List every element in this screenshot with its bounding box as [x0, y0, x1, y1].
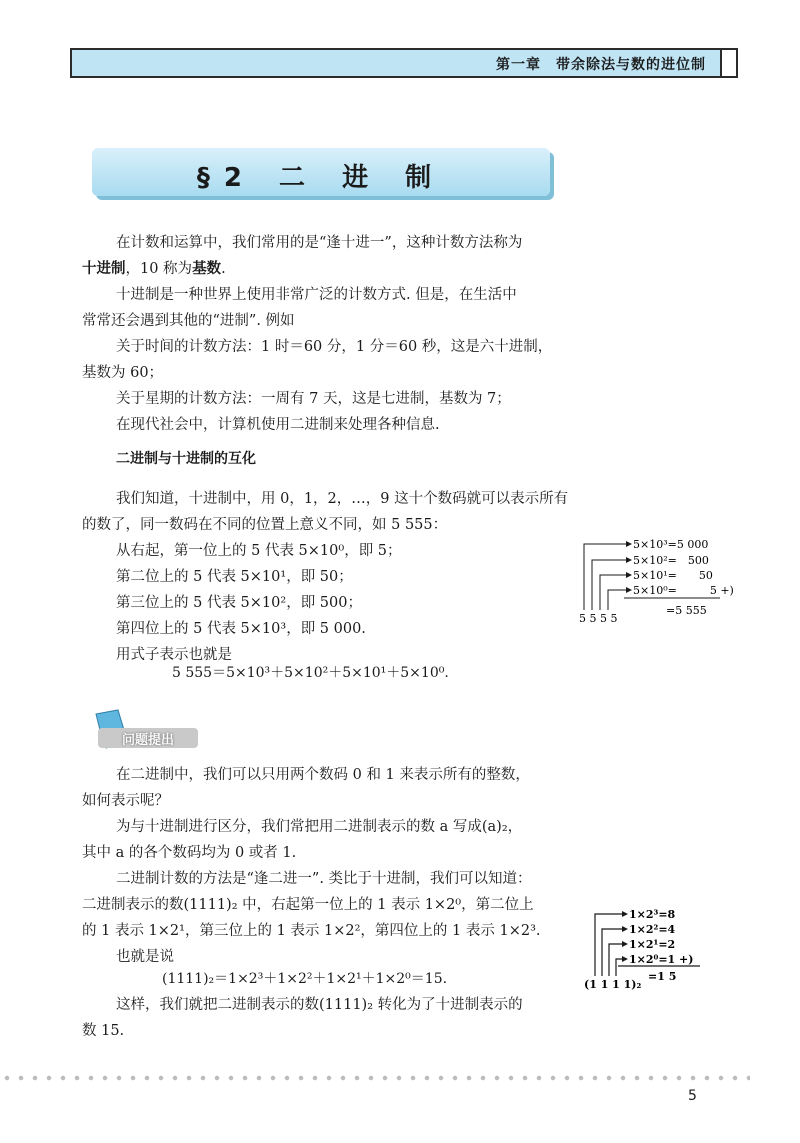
- question-paragraph-3: 二进制计数的方法是“逢二进一”. 类比于十进制，我们可以知道：: [116, 871, 532, 887]
- intro-paragraph-3-cont: 基数为 60；: [82, 365, 164, 381]
- diagram2-number: (1 1 1 1)₂: [584, 978, 642, 991]
- diagram1-arrowheads: [626, 541, 632, 593]
- sub1-paragraph-1-cont: 的数了，同一数码在不同的位置上意义不同，如 5 555：: [82, 517, 448, 533]
- sub1-line-5: 用式子表示也就是: [116, 647, 232, 663]
- question-badge: [88, 708, 200, 752]
- sub1-line-1: 从右起，第一位上的 5 代表 5×10⁰，即 5；: [116, 543, 402, 559]
- diagram1-row-2: 5×10²= 500: [633, 554, 709, 567]
- intro-paragraph-2: 十进制是一种世界上使用非常广泛的计数方式. 但是，在生活中: [116, 287, 517, 303]
- question-paragraph-5-cont: 数 15.: [82, 1023, 125, 1039]
- diagram1-number: 5 5 5 5: [579, 612, 618, 625]
- page-number: 5: [688, 1088, 697, 1104]
- intro-paragraph-1: [82, 232, 562, 254]
- section-title: §2 二 进 制: [196, 163, 446, 193]
- text-line: ，10 称为: [125, 261, 193, 277]
- diagram1-row-3: 5×10¹= 50: [633, 569, 713, 582]
- subsection-heading: 二进制与十进制的互化: [116, 451, 256, 467]
- diagram2-row-3: 1×2¹=2: [629, 938, 676, 951]
- sub1-paragraph-1: 我们知道，十进制中，用 0，1，2，…，9 这十个数码就可以表示所有: [116, 491, 569, 507]
- binary-expansion-formula: (1111)₂＝1×2³＋1×2²＋1×2¹＋1×2⁰＝15.: [162, 971, 448, 987]
- question-paragraph-2-cont: 其中 a 的各个数码均为 0 或者 1.: [82, 845, 297, 861]
- sub1-line-3: 第三位上的 5 代表 5×10²，即 500；: [116, 595, 362, 611]
- diagram1-total: =5 555: [666, 604, 707, 617]
- sub1-line-4: 第四位上的 5 代表 5×10³，即 5 000.: [116, 621, 366, 637]
- diagram2-arrowheads: [622, 911, 628, 962]
- text-line: .: [221, 261, 226, 277]
- text-line: 在计数和运算中，我们常用的是“逢十进一”，这种计数方法称为: [116, 235, 523, 251]
- section-banner: [92, 148, 550, 196]
- question-paragraph-1-cont: 如何表示呢？: [82, 793, 169, 809]
- question-paragraph-3-cont: 二进制表示的数(1111)₂ 中，右起第一位上的 1 表示 1×2⁰，第二位上: [82, 897, 534, 913]
- diagram2-row-2: 1×2²=4: [629, 923, 676, 936]
- diagram2-row-4: 1×2⁰=1 +): [629, 953, 694, 966]
- diagram1-row-1: 5×10³=5 000: [633, 538, 709, 551]
- question-paragraph-2: 为与十进制进行区分，我们常把用二进制表示的数 a 写成(a)₂，: [116, 819, 523, 835]
- diagram2-row-1: 1×2³=8: [629, 908, 676, 921]
- term-base: 基数: [192, 261, 222, 277]
- intro-paragraph-3: 关于时间的计数方法：1 时＝60 分，1 分＝60 秒，这是六十进制，: [116, 339, 553, 355]
- binary-place-value-diagram: [582, 900, 742, 992]
- term-decimal: 十进制: [82, 261, 126, 277]
- chapter-title: 第一章 带余除法与数的进位制: [496, 57, 706, 73]
- question-paragraph-3-cont2: 的 1 表示 1×2¹，第三位上的 1 表示 1×2²，第四位上的 1 表示 1×2³.: [82, 923, 541, 939]
- sub1-line-2: 第二位上的 5 代表 5×10¹，即 50；: [116, 569, 353, 585]
- question-paragraph-5: 这样，我们就把二进制表示的数(1111)₂ 转化为了十进制表示的: [116, 997, 523, 1013]
- decimal-expansion-formula: 5 555＝5×10³＋5×10²＋5×10¹＋5×10⁰.: [172, 665, 449, 681]
- intro-paragraph-4: 关于星期的计数方法：一周有 7 天，这是七进制，基数为 7；: [116, 391, 511, 407]
- intro-paragraph-5: 在现代社会中，计算机使用二进制来处理各种信息.: [116, 417, 440, 433]
- footer-dotted-rule: [0, 1075, 750, 1081]
- diagram1-row-4: 5×10⁰= 5 +): [633, 584, 734, 597]
- question-paragraph-4: 也就是说: [116, 949, 174, 965]
- header-tab-decoration: [720, 50, 736, 76]
- intro-paragraph-2-cont: 常常还会遇到其他的“进制”. 例如: [82, 313, 295, 329]
- intro-paragraph-1-cont: [82, 258, 562, 280]
- question-badge-label: 问题提出: [122, 733, 175, 748]
- diagram2-total: =1 5: [648, 970, 677, 983]
- decimal-place-value-diagram: [570, 528, 750, 628]
- question-paragraph-1: 在二进制中，我们可以只用两个数码 0 和 1 来表示所有的整数，: [116, 767, 530, 783]
- chapter-header: [70, 48, 738, 78]
